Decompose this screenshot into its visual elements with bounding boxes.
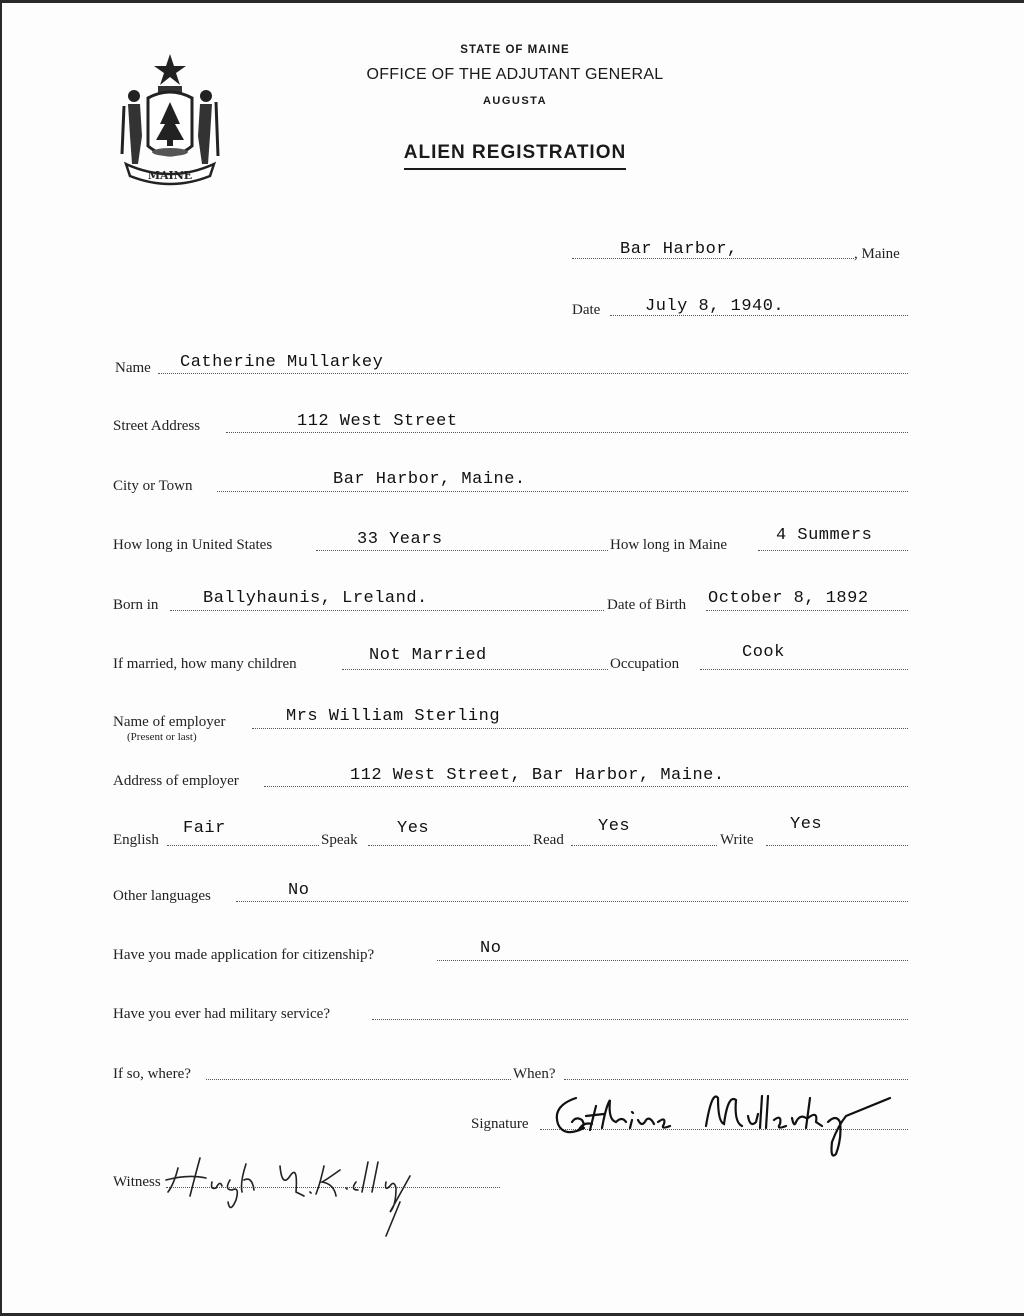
occupation-label: Occupation (610, 656, 680, 672)
how-long-us-label: How long in United States (113, 537, 273, 553)
top-border (0, 0, 1024, 3)
how-long-us-line (316, 550, 608, 551)
military-label: Have you ever had military service? (113, 1006, 330, 1022)
occupation-line (700, 669, 908, 670)
english-label: English (113, 832, 159, 848)
write-label: Write (720, 832, 754, 848)
city-value: Bar Harbor, Maine. (333, 470, 526, 489)
street-address-line (226, 432, 908, 433)
born-in-line (170, 610, 604, 611)
name-line (158, 373, 908, 374)
children-line (342, 669, 608, 670)
svg-text:MAINE: MAINE (147, 169, 193, 182)
maine-state-seal-icon (110, 46, 230, 186)
employer-note: (Present or last) (127, 731, 197, 743)
signature-handwriting (546, 1076, 916, 1166)
form-title: ALIEN REGISTRATION (330, 142, 700, 170)
write-value: Yes (790, 815, 823, 834)
street-address-label: Street Address (113, 418, 201, 434)
date-of-birth-line (706, 610, 908, 611)
english-line (167, 845, 319, 846)
citizenship-value: No (480, 939, 502, 958)
speak-line (368, 845, 530, 846)
occupation-value: Cook (742, 643, 785, 662)
how-long-us-value: 33 Years (357, 530, 443, 549)
street-address-value: 112 West Street (297, 412, 458, 431)
other-languages-line (236, 901, 908, 902)
where-line (206, 1079, 511, 1080)
employer-address-label: Address of employer (113, 773, 239, 789)
children-value: Not Married (369, 646, 487, 665)
read-value: Yes (598, 817, 631, 836)
city-line (217, 491, 908, 492)
witness-label: Witness (113, 1174, 161, 1190)
employer-address-line (264, 786, 908, 787)
born-in-label: Born in (113, 597, 159, 613)
employer-address-value: 112 West Street, Bar Harbor, Maine. (350, 766, 725, 785)
maine-label: , Maine (854, 246, 900, 262)
other-languages-label: Other languages (113, 888, 211, 904)
date-of-birth-label: Date of Birth (607, 597, 687, 613)
signature-label: Signature (471, 1116, 529, 1132)
children-label: If married, how many children (113, 656, 297, 672)
how-long-maine-label: How long in Maine (610, 537, 728, 553)
where-label: If so, where? (113, 1066, 191, 1082)
date-value: July 8, 1940. (645, 297, 785, 316)
town-value: Bar Harbor, (620, 240, 738, 259)
employer-name-label: Name of employer (113, 714, 226, 730)
military-line (372, 1019, 908, 1020)
read-label: Read (533, 832, 564, 848)
how-long-maine-value: 4 Summers (776, 526, 873, 545)
english-value: Fair (183, 819, 226, 838)
speak-value: Yes (397, 819, 430, 838)
speak-label: Speak (321, 832, 358, 848)
how-long-maine-line (758, 550, 908, 551)
city-label: City or Town (113, 478, 193, 494)
left-border (0, 0, 2, 1316)
witness-signature-handwriting (160, 1140, 440, 1240)
date-label: Date (572, 302, 601, 318)
state-heading: STATE OF MAINE (460, 44, 570, 56)
citizenship-line (437, 960, 908, 961)
read-line (571, 845, 717, 846)
name-value: Catherine Mullarkey (180, 353, 384, 372)
office-heading: OFFICE OF THE ADJUTANT GENERAL (366, 66, 664, 83)
employer-name-line (252, 728, 908, 729)
other-languages-value: No (288, 881, 310, 900)
employer-name-value: Mrs William Sterling (286, 707, 501, 726)
date-of-birth-value: October 8, 1892 (708, 589, 869, 608)
name-label: Name (115, 360, 151, 376)
city-heading: AUGUSTA (482, 95, 548, 107)
born-in-value: Ballyhaunis, Lreland. (203, 589, 428, 608)
write-line (766, 845, 908, 846)
citizenship-label: Have you made application for citizenship? (113, 947, 375, 963)
when-label: When? (513, 1066, 556, 1082)
